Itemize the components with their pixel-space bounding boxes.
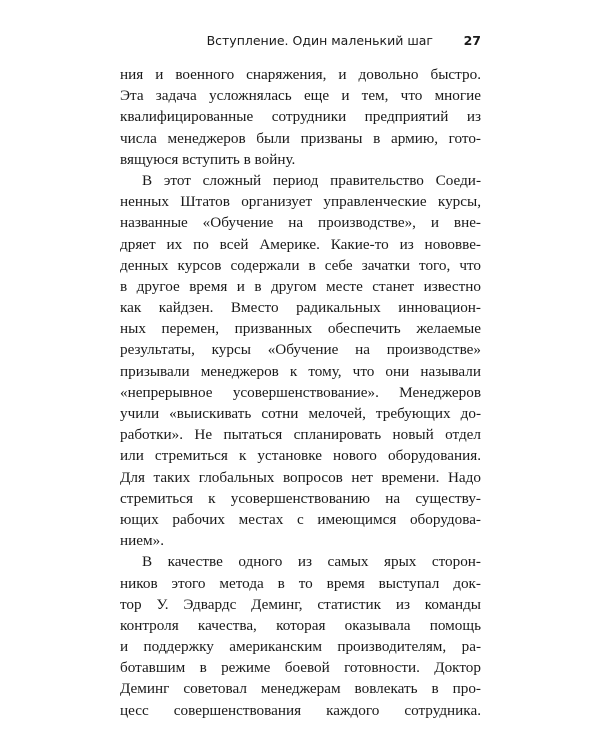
text-line: числа менеджеров были призваны в армию, гото- — [120, 129, 481, 147]
text-line: ных перемен, призванных обеспечить желаемые — [120, 320, 481, 338]
text-line: учили «выискивать сотни мелочей, требующих до- — [120, 405, 481, 422]
paragraph — [120, 551, 481, 721]
page-number: 27 — [463, 33, 481, 48]
text-line: работки». Не пытаться спланировать новый отдел — [120, 426, 481, 444]
text-line: «непрерывное усовершенствование». Менеджеров — [120, 383, 481, 401]
text-line: ния и военного снаряжения, и довольно быстро. — [120, 66, 481, 83]
text-line: ников этого метода в то время выступал док- — [120, 574, 481, 592]
text-line: дряет их по всей Америке. Какие-то из нововве- — [120, 235, 481, 253]
text-line: в другое время и в другом месте станет известно — [120, 277, 481, 295]
text-line: названные «Обучение на производстве», и вне- — [120, 214, 481, 232]
paragraph — [120, 170, 481, 551]
text-line: нием». — [120, 532, 164, 550]
text-line: результаты, курсы «Обучение на производстве» — [120, 341, 481, 359]
text-line: тор У. Эдвардс Деминг, статистик из команды — [120, 595, 481, 613]
text-line: вящуюся вступить в войну. — [120, 150, 296, 168]
text-line: денных курсов содержали в себе зачатки того, что — [120, 256, 481, 274]
text-line: В этот сложный период правительство Соеди- — [142, 171, 481, 189]
section-title: Вступление. Один маленький шаг — [206, 33, 433, 48]
text-line: квалифицированные сотрудники предприятий из — [120, 108, 481, 126]
text-line: стремиться к усовершенствованию на существу- — [120, 489, 481, 507]
text-line: Деминг советовал менеджерам вовлекать в про- — [120, 680, 481, 698]
text-line: ботавшим в режиме боевой готовности. Доктор — [120, 659, 481, 677]
text-line: цесс совершенствования каждого сотрудника. — [120, 701, 481, 719]
body-text — [120, 64, 481, 721]
text-line: ющих рабочих местах с имеющимся оборудова- — [120, 510, 481, 528]
text-line: и поддержку американским производителям, ра- — [120, 638, 481, 656]
text-line: ненных Штатов организует управленческие курсы, — [120, 193, 481, 211]
text-line: призывали менеджеров к тому, что они называли — [120, 362, 481, 380]
paragraph — [120, 64, 481, 170]
text-line: Для таких глобальных вопросов нет времени. Надо — [120, 468, 481, 486]
text-line: В качестве одного из самых ярых сторон- — [142, 553, 481, 571]
text-line: или стремиться к установке нового оборудования. — [120, 447, 481, 465]
text-line: Эта задача усложнялась еще и тем, что многие — [120, 87, 481, 105]
text-line: контроля качества, которая оказывала помощь — [120, 616, 481, 634]
running-header — [120, 32, 481, 50]
text-line: как кайдзен. Вместо радикальных инновацион- — [120, 299, 481, 317]
